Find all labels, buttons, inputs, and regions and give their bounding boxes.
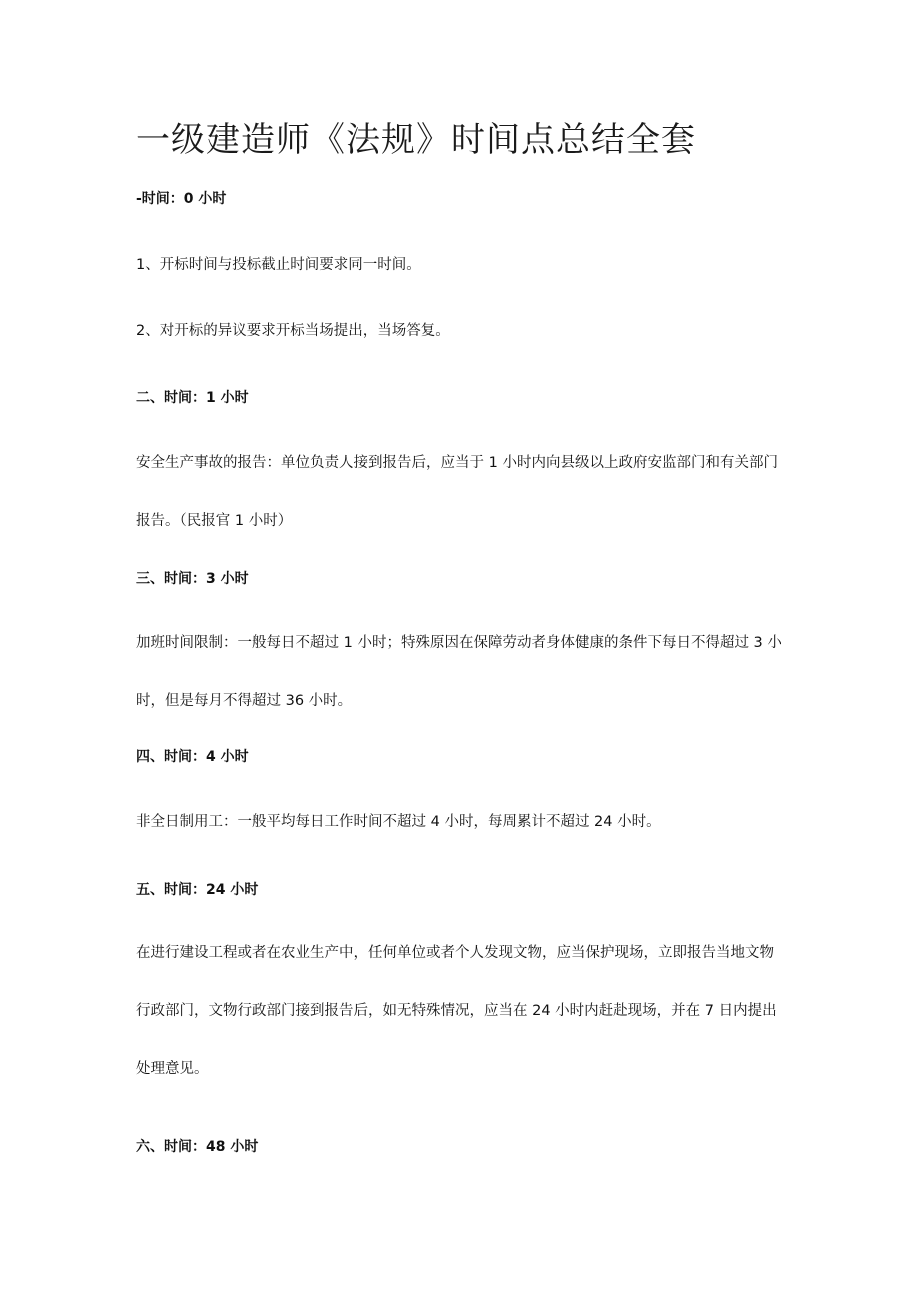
paragraph-part-time-work: 非全日制用工：一般平均每日工作时间不超过 4 小时，每周累计不超过 24 小时。 — [136, 814, 661, 830]
section-heading-3-hour: 三、时间：3 小时 — [136, 571, 249, 587]
section-heading-24-hour: 五、时间：24 小时 — [136, 882, 259, 898]
paragraph-cultural-relics: 在进行建设工程或者在农业生产中，任何单位或者个人发现文物，应当保护现场，立即报告当地文物行政部门，文物行政部门接到报告后，如无特殊情况，应当在 24 小时内赶赴现场，并在 7 日内提出处理意见。 — [136, 945, 777, 1077]
paragraph-accident-report: 安全生产事故的报告：单位负责人接到报告后，应当于 1 小时内向县级以上政府安监部门和有关部门报告。（民报官 1 小时） — [136, 455, 778, 529]
paragraph-overtime-limit: 加班时间限制：一般每日不超过 1 小时；特殊原因在保障劳动者身体健康的条件下每日不得超过 3 小时，但是每月不得超过 36 小时。 — [136, 635, 782, 709]
section-heading-0-hour: -时间：0 小时 — [136, 191, 227, 207]
section-heading-1-hour: 二、时间：1 小时 — [136, 390, 249, 406]
paragraph-bid-opening-time: 1、开标时间与投标截止时间要求同一时间。 — [136, 257, 421, 273]
section-heading-48-hour: 六、时间：48 小时 — [136, 1139, 259, 1155]
section-heading-4-hour: 四、时间：4 小时 — [136, 749, 249, 765]
document-title: 一级建造师《法规》时间点总结全套 — [136, 120, 696, 160]
paragraph-bid-objection: 2、对开标的异议要求开标当场提出，当场答复。 — [136, 323, 450, 339]
